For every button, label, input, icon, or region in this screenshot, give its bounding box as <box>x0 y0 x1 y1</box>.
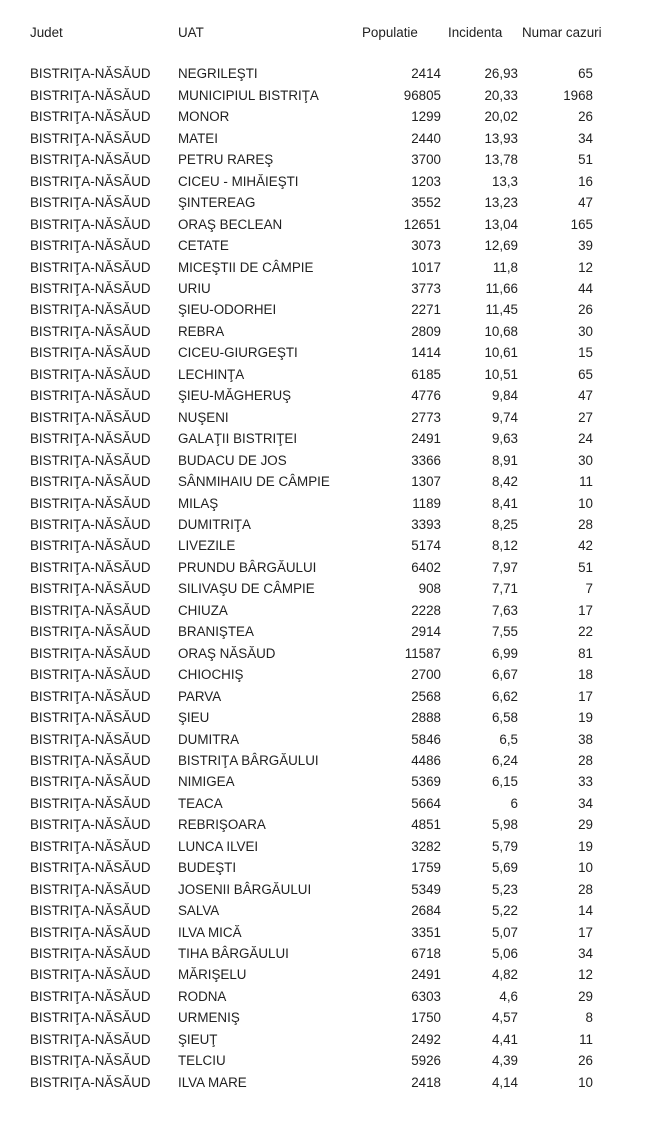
cell-judet: BISTRIŢA-NĂSĂUD <box>30 259 151 275</box>
column-header-numar-cazuri: Numar cazuri <box>522 25 602 40</box>
cell-populatie: 5349 <box>411 881 441 897</box>
cell-populatie: 3073 <box>411 238 441 254</box>
cell-uat: REBRIŞOARA <box>178 817 266 833</box>
table-row <box>30 514 615 535</box>
cell-populatie: 3366 <box>411 452 441 468</box>
cell-judet: BISTRIŢA-NĂSĂUD <box>30 238 151 254</box>
table-row <box>30 729 615 750</box>
cell-incidenta: 7,71 <box>491 581 518 597</box>
cell-judet: BISTRIŢA-NĂSĂUD <box>30 323 151 339</box>
table-row <box>30 214 615 235</box>
cell-populatie: 1189 <box>412 495 441 511</box>
table-row <box>30 1050 615 1071</box>
table-row <box>30 385 615 406</box>
cell-incidenta: 7,97 <box>491 559 518 575</box>
cell-numar-cazuri: 26 <box>578 302 593 318</box>
cell-incidenta: 20,33 <box>484 87 518 103</box>
cell-incidenta: 11,66 <box>485 280 518 296</box>
cell-populatie: 3393 <box>411 516 441 532</box>
table-row <box>30 535 615 556</box>
cell-populatie: 2700 <box>411 667 441 683</box>
cell-uat: ILVA MICĂ <box>178 924 242 940</box>
cell-judet: BISTRIŢA-NĂSĂUD <box>30 817 151 833</box>
cell-uat: MĂRIŞELU <box>178 967 247 983</box>
cell-judet: BISTRIŢA-NĂSĂUD <box>30 474 151 490</box>
cell-incidenta: 10,51 <box>484 366 518 382</box>
cell-incidenta: 8,25 <box>491 516 518 532</box>
cell-numar-cazuri: 28 <box>578 516 593 532</box>
cell-numar-cazuri: 33 <box>578 774 593 790</box>
table-row <box>30 986 615 1007</box>
cell-incidenta: 9,63 <box>491 431 518 447</box>
cell-judet: BISTRIŢA-NĂSĂUD <box>30 795 151 811</box>
cell-uat: RODNA <box>178 988 227 1004</box>
cell-numar-cazuri: 30 <box>578 323 593 339</box>
cell-numar-cazuri: 44 <box>578 280 593 296</box>
cell-numar-cazuri: 47 <box>578 195 593 211</box>
table-row <box>30 257 615 278</box>
cell-incidenta: 6,5 <box>499 731 518 747</box>
table-row <box>30 171 615 192</box>
cell-judet: BISTRIŢA-NĂSĂUD <box>30 538 151 554</box>
cell-numar-cazuri: 18 <box>578 667 593 683</box>
table-row <box>30 321 615 342</box>
cell-numar-cazuri: 81 <box>578 645 593 661</box>
cell-judet: BISTRIŢA-NĂSĂUD <box>30 667 151 683</box>
table-row <box>30 128 615 149</box>
table-row <box>30 235 615 256</box>
cell-numar-cazuri: 22 <box>578 624 593 640</box>
cell-incidenta: 7,63 <box>491 602 518 618</box>
cell-populatie: 2492 <box>411 1031 441 1047</box>
cell-numar-cazuri: 26 <box>578 109 593 125</box>
cell-incidenta: 10,68 <box>484 323 518 339</box>
cell-incidenta: 8,91 <box>491 452 518 468</box>
table-body <box>30 63 615 1093</box>
cell-numar-cazuri: 30 <box>578 452 593 468</box>
table-header-row <box>30 22 615 63</box>
table-row <box>30 364 615 385</box>
cell-populatie: 5174 <box>411 538 441 554</box>
table-row <box>30 1072 615 1093</box>
cell-incidenta: 13,23 <box>484 195 518 211</box>
cell-numar-cazuri: 10 <box>578 860 593 876</box>
cell-uat: SALVA <box>178 903 220 919</box>
cell-judet: BISTRIŢA-NĂSĂUD <box>30 731 151 747</box>
cell-incidenta: 5,98 <box>491 817 518 833</box>
cell-judet: BISTRIŢA-NĂSĂUD <box>30 66 151 82</box>
cell-incidenta: 13,04 <box>484 216 518 232</box>
cell-uat: MONOR <box>178 109 230 125</box>
cell-populatie: 2491 <box>411 967 441 983</box>
cell-numar-cazuri: 11 <box>579 1031 593 1047</box>
cell-numar-cazuri: 10 <box>578 1074 593 1090</box>
cell-judet: BISTRIŢA-NĂSĂUD <box>30 924 151 940</box>
table-row <box>30 1029 615 1050</box>
cell-numar-cazuri: 7 <box>585 581 593 597</box>
cell-populatie: 908 <box>418 581 441 597</box>
cell-incidenta: 4,6 <box>499 988 518 1004</box>
cell-populatie: 2809 <box>411 323 441 339</box>
cell-uat: DUMITRA <box>178 731 239 747</box>
cell-populatie: 2888 <box>411 710 441 726</box>
cell-numar-cazuri: 17 <box>578 924 593 940</box>
cell-uat: TEACA <box>178 795 223 811</box>
cell-populatie: 5846 <box>411 731 441 747</box>
cell-numar-cazuri: 19 <box>578 710 593 726</box>
table-row <box>30 943 615 964</box>
cell-incidenta: 8,42 <box>491 474 518 490</box>
table-header <box>30 22 615 63</box>
cell-judet: BISTRIŢA-NĂSĂUD <box>30 581 151 597</box>
cell-populatie: 4851 <box>411 817 441 833</box>
cell-judet: BISTRIŢA-NĂSĂUD <box>30 409 151 425</box>
cell-judet: BISTRIŢA-NĂSĂUD <box>30 624 151 640</box>
cell-judet: BISTRIŢA-NĂSĂUD <box>30 109 151 125</box>
cell-populatie: 5926 <box>411 1053 441 1069</box>
cell-populatie: 3282 <box>411 838 441 854</box>
table-row <box>30 106 615 127</box>
cell-incidenta: 6,62 <box>491 688 518 704</box>
cell-numar-cazuri: 17 <box>578 602 593 618</box>
cell-judet: BISTRIŢA-NĂSĂUD <box>30 838 151 854</box>
cell-populatie: 1203 <box>411 173 441 189</box>
cell-numar-cazuri: 47 <box>578 388 593 404</box>
cell-uat: JOSENII BÂRGĂULUI <box>178 881 312 897</box>
table-row <box>30 578 615 599</box>
cell-incidenta: 5,22 <box>491 903 518 919</box>
cell-incidenta: 11,45 <box>485 302 518 318</box>
cell-populatie: 2684 <box>411 903 441 919</box>
table-row <box>30 471 615 492</box>
cell-incidenta: 9,74 <box>491 409 518 425</box>
table-row <box>30 557 615 578</box>
cell-incidenta: 5,69 <box>491 860 518 876</box>
table-row <box>30 686 615 707</box>
cell-uat: URMENIŞ <box>178 1010 240 1026</box>
cell-uat: TELCIU <box>178 1053 226 1069</box>
cell-incidenta: 6,58 <box>491 710 518 726</box>
cell-populatie: 2228 <box>411 602 441 618</box>
table-row <box>30 793 615 814</box>
table-row <box>30 278 615 299</box>
cell-uat: PARVA <box>178 688 222 704</box>
column-header-incidenta: Incidenta <box>448 25 503 40</box>
cell-judet: BISTRIŢA-NĂSĂUD <box>30 452 151 468</box>
cell-uat: CHIOCHIŞ <box>178 667 244 683</box>
cell-populatie: 6718 <box>411 946 441 962</box>
cell-uat: ŞINTEREAG <box>178 195 256 211</box>
cell-uat: CHIUZA <box>178 602 228 618</box>
cell-populatie: 5369 <box>411 774 441 790</box>
table-row <box>30 922 615 943</box>
table-row <box>30 643 615 664</box>
cell-uat: ŞIEU-ODORHEI <box>178 302 277 318</box>
column-header-judet: Judet <box>30 25 63 40</box>
cell-numar-cazuri: 39 <box>578 238 593 254</box>
cell-incidenta: 10,61 <box>484 345 518 361</box>
cell-judet: BISTRIŢA-NĂSĂUD <box>30 388 151 404</box>
cell-uat: CICEU - MIHĂIEŞTI <box>178 173 299 189</box>
cell-incidenta: 5,07 <box>491 924 518 940</box>
cell-uat: SILIVAŞU DE CÂMPIE <box>178 581 315 597</box>
cell-judet: BISTRIŢA-NĂSĂUD <box>30 152 151 168</box>
cell-judet: BISTRIŢA-NĂSĂUD <box>30 645 151 661</box>
cell-judet: BISTRIŢA-NĂSĂUD <box>30 559 151 575</box>
cell-numar-cazuri: 1968 <box>563 87 593 103</box>
cell-uat: BRANIŞTEA <box>178 624 254 640</box>
table-row <box>30 750 615 771</box>
cell-uat: REBRA <box>178 323 225 339</box>
cell-uat: PETRU RAREŞ <box>178 152 274 168</box>
cell-populatie: 3773 <box>411 280 441 296</box>
table-row <box>30 407 615 428</box>
cell-numar-cazuri: 14 <box>578 903 593 919</box>
table-row <box>30 836 615 857</box>
cell-uat: DUMITRIŢA <box>178 516 251 532</box>
cell-incidenta: 6,67 <box>491 667 518 683</box>
cell-uat: NEGRILEŞTI <box>178 66 258 82</box>
cell-populatie: 6185 <box>411 366 441 382</box>
cell-judet: BISTRIŢA-NĂSĂUD <box>30 988 151 1004</box>
cell-uat: BUDACU DE JOS <box>178 452 287 468</box>
cell-judet: BISTRIŢA-NĂSĂUD <box>30 216 151 232</box>
cell-incidenta: 26,93 <box>484 66 518 82</box>
cell-numar-cazuri: 34 <box>578 946 593 962</box>
cell-populatie: 4486 <box>411 752 441 768</box>
cell-uat: URIU <box>178 280 211 296</box>
cell-populatie: 1750 <box>411 1010 441 1026</box>
cell-populatie: 3351 <box>411 924 441 940</box>
cell-numar-cazuri: 15 <box>578 345 593 361</box>
cell-numar-cazuri: 16 <box>578 173 593 189</box>
table-row <box>30 149 615 170</box>
cell-uat: NIMIGEA <box>178 774 235 790</box>
table-row <box>30 428 615 449</box>
cell-incidenta: 5,23 <box>491 881 518 897</box>
cell-judet: BISTRIŢA-NĂSĂUD <box>30 302 151 318</box>
cell-numar-cazuri: 17 <box>578 688 593 704</box>
cell-incidenta: 13,93 <box>484 130 518 146</box>
cell-uat: LIVEZILE <box>178 538 236 554</box>
cell-numar-cazuri: 165 <box>570 216 593 232</box>
cell-uat: ORAŞ NĂSĂUD <box>178 645 276 661</box>
cell-numar-cazuri: 42 <box>578 538 593 554</box>
cell-judet: BISTRIŢA-NĂSĂUD <box>30 602 151 618</box>
cell-populatie: 11587 <box>404 645 441 661</box>
cell-incidenta: 20,02 <box>484 109 518 125</box>
table-row <box>30 299 615 320</box>
column-header-populatie: Populatie <box>362 25 418 40</box>
cell-judet: BISTRIŢA-NĂSĂUD <box>30 87 151 103</box>
cell-numar-cazuri: 26 <box>578 1053 593 1069</box>
cell-populatie: 2271 <box>411 302 441 318</box>
cell-numar-cazuri: 12 <box>578 259 593 275</box>
cell-incidenta: 4,82 <box>491 967 518 983</box>
cell-numar-cazuri: 51 <box>578 152 593 168</box>
cell-uat: BISTRIŢA BÂRGĂULUI <box>178 752 319 768</box>
table-row <box>30 63 615 84</box>
table-row <box>30 493 615 514</box>
cell-uat: GALAŢII BISTRIŢEI <box>178 431 298 447</box>
table-row <box>30 771 615 792</box>
cell-numar-cazuri: 29 <box>578 988 593 1004</box>
cell-numar-cazuri: 34 <box>578 130 593 146</box>
cell-judet: BISTRIŢA-NĂSĂUD <box>30 774 151 790</box>
cell-judet: BISTRIŢA-NĂSĂUD <box>30 516 151 532</box>
table-row <box>30 879 615 900</box>
cell-incidenta: 11,8 <box>492 259 518 275</box>
cell-populatie: 12651 <box>403 216 441 232</box>
cell-populatie: 3552 <box>411 195 441 211</box>
cell-incidenta: 6,24 <box>491 752 518 768</box>
cell-judet: BISTRIŢA-NĂSĂUD <box>30 345 151 361</box>
cell-numar-cazuri: 28 <box>578 881 593 897</box>
cell-uat: ŞIEUŢ <box>178 1031 218 1047</box>
cell-numar-cazuri: 51 <box>578 559 593 575</box>
cell-judet: BISTRIŢA-NĂSĂUD <box>30 860 151 876</box>
cell-incidenta: 8,41 <box>491 495 518 511</box>
table-row <box>30 621 615 642</box>
cell-uat: ŞIEU-MĂGHERUŞ <box>178 388 292 404</box>
cell-judet: BISTRIŢA-NĂSĂUD <box>30 431 151 447</box>
cell-incidenta: 13,78 <box>484 152 518 168</box>
table-row <box>30 342 615 363</box>
cell-judet: BISTRIŢA-NĂSĂUD <box>30 967 151 983</box>
cell-populatie: 96805 <box>403 87 441 103</box>
cell-uat: ŞIEU <box>178 710 210 726</box>
table-row <box>30 85 615 106</box>
cell-uat: ORAŞ BECLEAN <box>178 216 283 232</box>
cell-populatie: 3700 <box>411 152 441 168</box>
cell-populatie: 2568 <box>411 688 441 704</box>
cell-uat: SÂNMIHAIU DE CÂMPIE <box>178 474 330 490</box>
cell-uat: NUŞENI <box>178 409 229 425</box>
cell-uat: TIHA BÂRGĂULUI <box>178 946 289 962</box>
cell-numar-cazuri: 38 <box>578 731 593 747</box>
cell-populatie: 1759 <box>411 860 441 876</box>
cell-judet: BISTRIŢA-NĂSĂUD <box>30 195 151 211</box>
cell-populatie: 2440 <box>411 130 441 146</box>
cell-populatie: 1414 <box>411 345 441 361</box>
cell-judet: BISTRIŢA-NĂSĂUD <box>30 130 151 146</box>
cell-numar-cazuri: 65 <box>578 66 593 82</box>
cell-numar-cazuri: 34 <box>578 795 593 811</box>
table-row <box>30 600 615 621</box>
cell-populatie: 2491 <box>411 431 441 447</box>
cell-uat: LUNCA ILVEI <box>178 838 259 854</box>
cell-judet: BISTRIŢA-NĂSĂUD <box>30 946 151 962</box>
cell-incidenta: 7,55 <box>491 624 518 640</box>
cell-uat: BUDEŞTI <box>178 860 237 876</box>
cell-numar-cazuri: 19 <box>578 838 593 854</box>
cell-incidenta: 5,06 <box>491 946 518 962</box>
cell-numar-cazuri: 27 <box>578 409 593 425</box>
cell-judet: BISTRIŢA-NĂSĂUD <box>30 173 151 189</box>
table-row <box>30 664 615 685</box>
cell-uat: CICEU-GIURGEŞTI <box>178 345 298 361</box>
cell-judet: BISTRIŢA-NĂSĂUD <box>30 1010 151 1026</box>
cell-judet: BISTRIŢA-NĂSĂUD <box>30 1053 151 1069</box>
cell-incidenta: 6,15 <box>491 774 518 790</box>
table-row <box>30 900 615 921</box>
table-row <box>30 707 615 728</box>
table-row <box>30 450 615 471</box>
cell-populatie: 4776 <box>411 388 441 404</box>
cell-incidenta: 12,69 <box>484 238 518 254</box>
cell-populatie: 1307 <box>411 474 441 490</box>
table-row <box>30 192 615 213</box>
cell-judet: BISTRIŢA-NĂSĂUD <box>30 710 151 726</box>
cell-uat: MUNICIPIUL BISTRIŢA <box>178 87 319 103</box>
cell-incidenta: 4,14 <box>491 1074 518 1090</box>
cell-incidenta: 9,84 <box>491 388 518 404</box>
cell-numar-cazuri: 65 <box>578 366 593 382</box>
cell-uat: ILVA MARE <box>178 1074 247 1090</box>
cell-populatie: 6303 <box>411 988 441 1004</box>
column-header-uat: UAT <box>178 25 204 40</box>
cell-populatie: 2914 <box>411 624 441 640</box>
cell-judet: BISTRIŢA-NĂSĂUD <box>30 1074 151 1090</box>
table-row <box>30 964 615 985</box>
cell-incidenta: 4,39 <box>491 1053 518 1069</box>
cell-uat: MATEI <box>178 130 218 146</box>
cell-populatie: 2418 <box>411 1074 441 1090</box>
cell-populatie: 1299 <box>411 109 441 125</box>
cell-judet: BISTRIŢA-NĂSĂUD <box>30 280 151 296</box>
cell-numar-cazuri: 12 <box>578 967 593 983</box>
cell-judet: BISTRIŢA-NĂSĂUD <box>30 1031 151 1047</box>
covid-incidence-table <box>30 22 615 1093</box>
cell-numar-cazuri: 11 <box>579 474 593 490</box>
cell-judet: BISTRIŢA-NĂSĂUD <box>30 903 151 919</box>
cell-judet: BISTRIŢA-NĂSĂUD <box>30 495 151 511</box>
cell-incidenta: 6 <box>510 795 518 811</box>
cell-incidenta: 8,12 <box>491 538 518 554</box>
cell-numar-cazuri: 28 <box>578 752 593 768</box>
cell-populatie: 6402 <box>411 559 441 575</box>
cell-judet: BISTRIŢA-NĂSĂUD <box>30 366 151 382</box>
cell-uat: CETATE <box>178 238 229 254</box>
cell-populatie: 1017 <box>411 259 441 275</box>
cell-incidenta: 6,99 <box>491 645 518 661</box>
cell-numar-cazuri: 29 <box>578 817 593 833</box>
table-row <box>30 814 615 835</box>
cell-uat: MICEŞTII DE CÂMPIE <box>178 259 314 275</box>
cell-uat: PRUNDU BÂRGĂULUI <box>178 559 317 575</box>
cell-numar-cazuri: 10 <box>578 495 593 511</box>
cell-judet: BISTRIŢA-NĂSĂUD <box>30 752 151 768</box>
cell-populatie: 2414 <box>411 66 441 82</box>
cell-judet: BISTRIŢA-NĂSĂUD <box>30 881 151 897</box>
cell-judet: BISTRIŢA-NĂSĂUD <box>30 688 151 704</box>
cell-numar-cazuri: 8 <box>585 1010 593 1026</box>
cell-numar-cazuri: 24 <box>578 431 593 447</box>
cell-populatie: 2773 <box>411 409 441 425</box>
table-row <box>30 1007 615 1028</box>
cell-incidenta: 4,57 <box>491 1010 518 1026</box>
cell-uat: LECHINŢA <box>178 366 245 382</box>
cell-populatie: 5664 <box>411 795 441 811</box>
cell-uat: MILAŞ <box>178 495 219 511</box>
cell-incidenta: 4,41 <box>491 1031 518 1047</box>
cell-incidenta: 13,3 <box>491 173 518 189</box>
cell-incidenta: 5,79 <box>491 838 518 854</box>
table-row <box>30 857 615 878</box>
